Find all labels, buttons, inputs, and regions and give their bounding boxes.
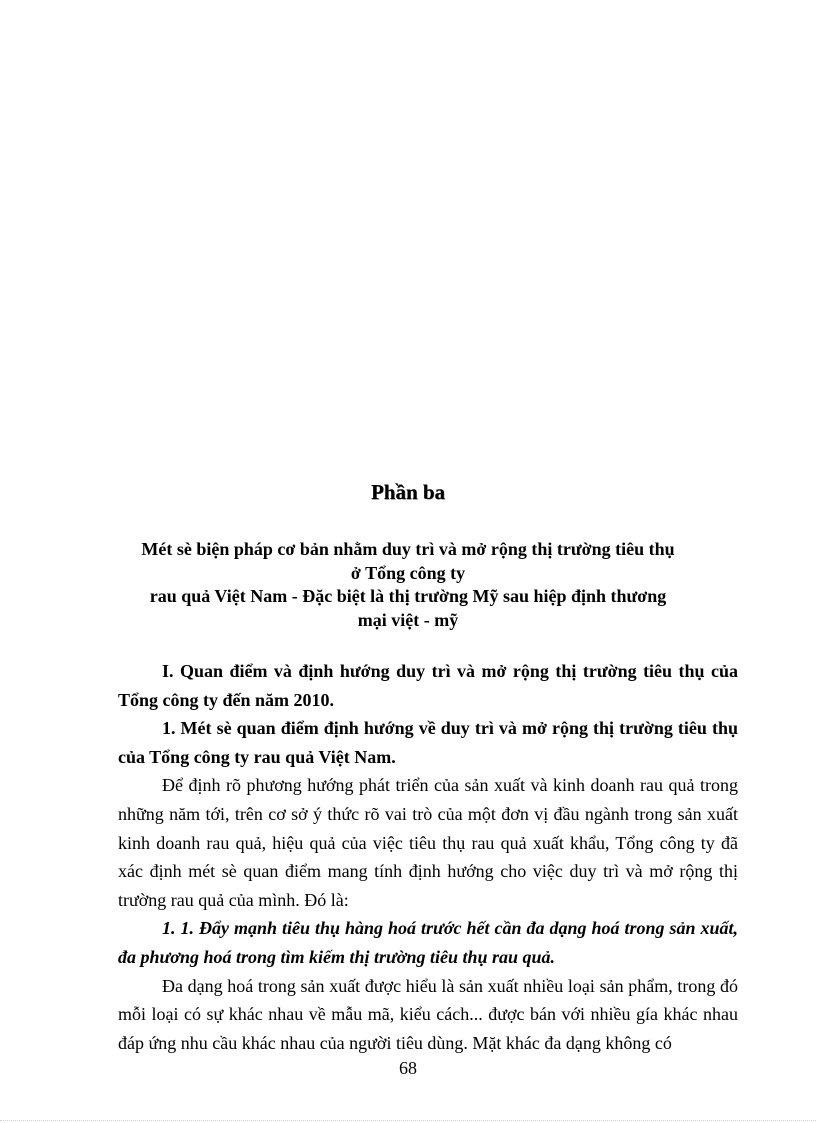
title-line-4: mại việt - mỹ <box>357 609 459 630</box>
part-title: Phần ba <box>370 480 446 504</box>
section-heading: I. Quan điểm và định hướng duy trì và mở rộng thị trường tiêu thụ của Tổng công ty đến năm 2010. <box>118 661 738 710</box>
subsection-heading: 1. Mét sè quan điểm định hướng về duy trì và mở rộng thị trường tiêu thụ của Tổng công ty rau quả Việt Nam. <box>118 718 738 767</box>
paragraph-1: Để định rõ phương hướng phát triển của sản xuất và kinh doanh rau quả trong những năm tới, trên cơ sở ý thức rõ vai trò của một đơn vị đầu ngành trong sản xuất kinh doanh rau quả, hiệu quả của việc tiêu thụ rau quả xuất khẩu, Tổng công ty đã xác định mét sè quan điểm mang tính định hướng cho việc duy trì và mở rộng thị trường rau quả của mình. Đó là: <box>118 775 738 910</box>
title-line-1: Mét sè biện pháp cơ bản nhằm duy trì và mở rộng thị trường tiêu thụ <box>141 539 675 559</box>
document-title <box>100 538 716 632</box>
body-text <box>118 657 738 1057</box>
bottom-divider <box>0 1120 816 1121</box>
title-line-2: ở Tổng công ty <box>350 562 466 583</box>
title-line-3: rau quả Việt Nam - Đặc biệt là thị trường Mỹ sau hiệp định thương <box>149 586 667 606</box>
page-number: 68 <box>399 1058 417 1078</box>
paragraph-2: Đa dạng hoá trong sản xuất được hiểu là sản xuất nhiều loại sản phẩm, trong đó mỗi loại có sự khác nhau về mẫu mã, kiểu cách... được bán với nhiều gía khác nhau đáp ứng nhu cầu khác nhau của người tiêu dùng. Mặt khác đa dạng không có <box>118 975 738 1053</box>
point-heading: 1. 1. Đẩy mạnh tiêu thụ hàng hoá trước hết cần đa dạng hoá trong sản xuất, đa phương hoá trong tìm kiếm thị trường tiêu thụ rau quả. <box>118 918 738 967</box>
